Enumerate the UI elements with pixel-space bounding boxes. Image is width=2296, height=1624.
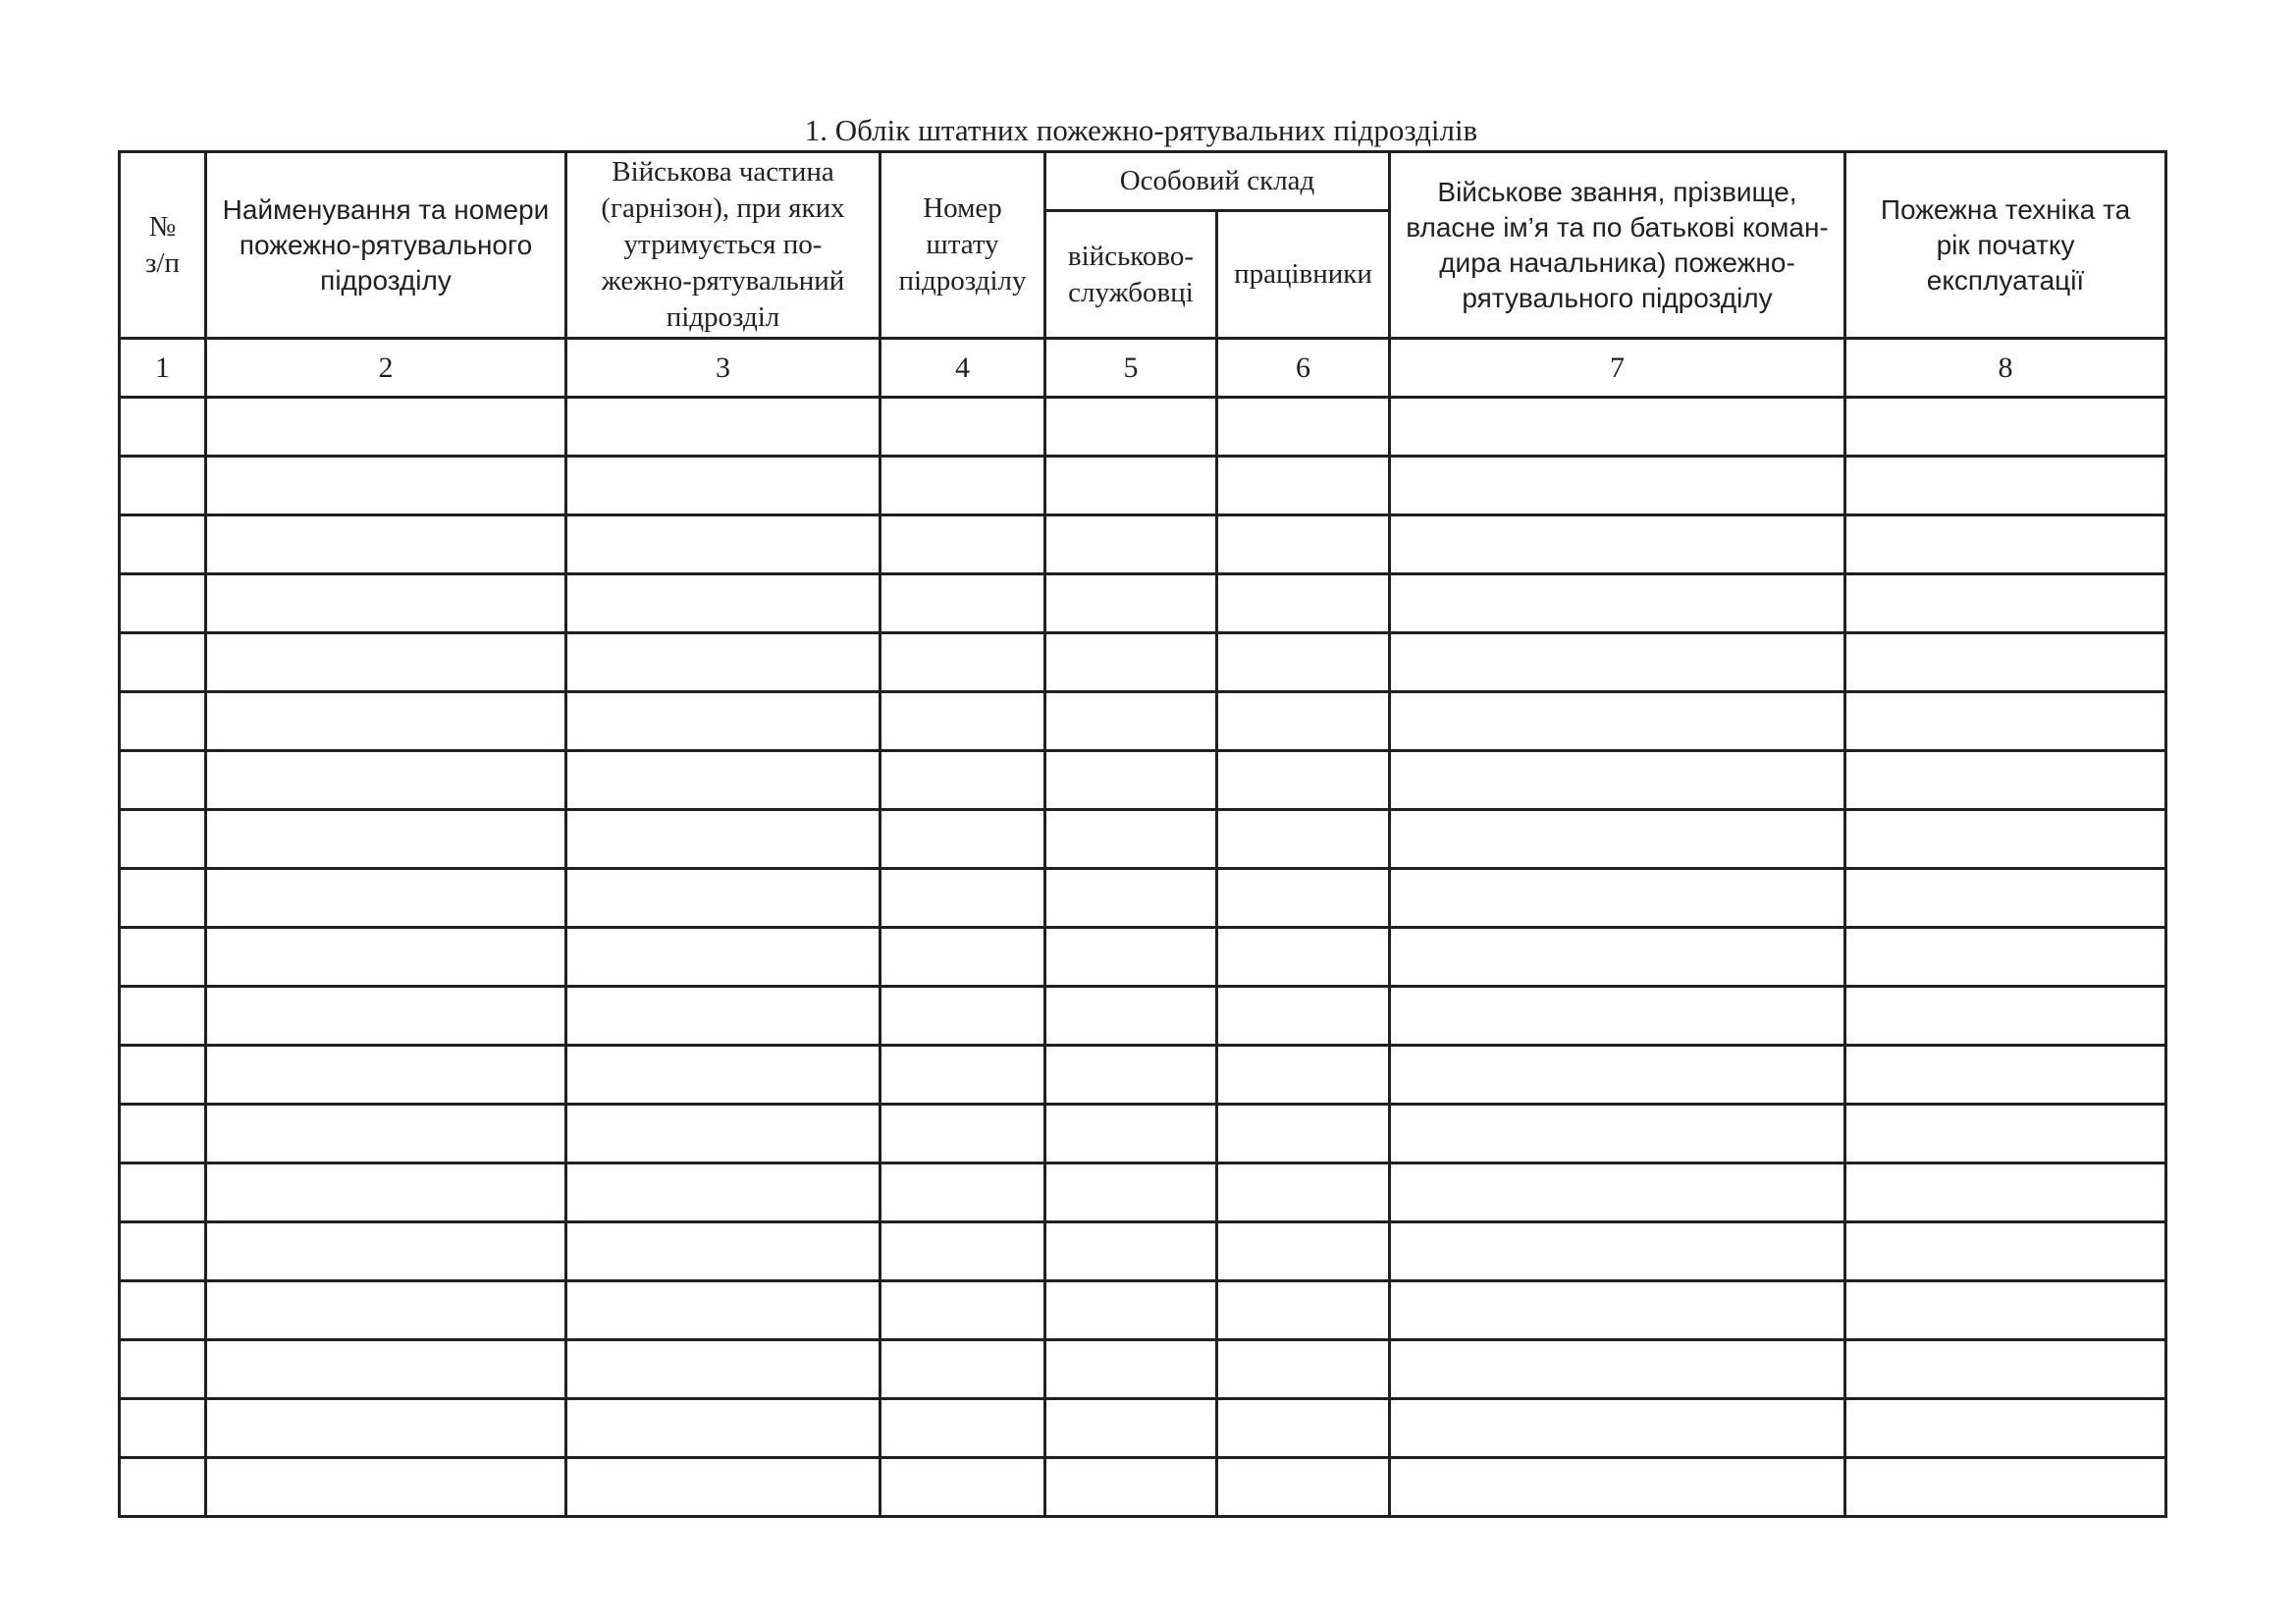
table-row bbox=[120, 1458, 2166, 1517]
table-cell[interactable] bbox=[881, 810, 1045, 869]
table-cell[interactable] bbox=[881, 574, 1045, 633]
header-unit-name: Найменування та номери пожежно-рятувального підрозділу bbox=[206, 152, 566, 339]
table-cell[interactable] bbox=[206, 810, 566, 869]
table-cell[interactable] bbox=[206, 1222, 566, 1281]
table-row bbox=[120, 1164, 2166, 1222]
table-cell[interactable] bbox=[1217, 1105, 1390, 1164]
table-cell[interactable] bbox=[1390, 1046, 1845, 1105]
table-cell[interactable] bbox=[566, 457, 881, 515]
table-cell[interactable] bbox=[566, 810, 881, 869]
page-title: 1. Облік штатних пожежно-рятувальних підрозділів bbox=[804, 113, 1478, 147]
table-cell[interactable] bbox=[1390, 398, 1845, 457]
table-cell[interactable] bbox=[1390, 633, 1845, 692]
table-cell[interactable] bbox=[206, 457, 566, 515]
table-cell[interactable] bbox=[1845, 1222, 2166, 1281]
table-cell[interactable] bbox=[1217, 1281, 1390, 1340]
table-cell[interactable] bbox=[120, 633, 206, 692]
table-cell[interactable] bbox=[566, 398, 881, 457]
column-number-cell: 2 bbox=[206, 339, 566, 398]
table-cell[interactable] bbox=[120, 1105, 206, 1164]
table-cell[interactable] bbox=[881, 751, 1045, 810]
table-cell[interactable] bbox=[881, 1281, 1045, 1340]
column-number-cell: 1 bbox=[120, 339, 206, 398]
table-row bbox=[120, 398, 2166, 457]
table-cell[interactable] bbox=[881, 1458, 1045, 1517]
table-cell[interactable] bbox=[1045, 869, 1217, 928]
table-cell[interactable] bbox=[881, 928, 1045, 987]
table-cell[interactable] bbox=[566, 987, 881, 1046]
table-cell[interactable] bbox=[1845, 633, 2166, 692]
table-cell[interactable] bbox=[120, 574, 206, 633]
table-cell[interactable] bbox=[1045, 1281, 1217, 1340]
table-cell[interactable] bbox=[1845, 574, 2166, 633]
table-cell[interactable] bbox=[1845, 457, 2166, 515]
table-cell[interactable] bbox=[1390, 1340, 1845, 1399]
table-row bbox=[120, 515, 2166, 574]
table-cell[interactable] bbox=[206, 1164, 566, 1222]
table-cell[interactable] bbox=[1390, 987, 1845, 1046]
table-cell[interactable] bbox=[1390, 1399, 1845, 1458]
table-cell[interactable] bbox=[1845, 928, 2166, 987]
table-cell[interactable] bbox=[206, 515, 566, 574]
table-cell[interactable] bbox=[1390, 1222, 1845, 1281]
table-cell[interactable] bbox=[1845, 398, 2166, 457]
table-cell[interactable] bbox=[566, 1222, 881, 1281]
table-cell[interactable] bbox=[120, 987, 206, 1046]
table-cell[interactable] bbox=[1390, 869, 1845, 928]
table-cell[interactable] bbox=[1045, 1164, 1217, 1222]
table-cell[interactable] bbox=[120, 692, 206, 751]
table-row bbox=[120, 633, 2166, 692]
table-cell[interactable] bbox=[206, 1340, 566, 1399]
table-cell[interactable] bbox=[1045, 1399, 1217, 1458]
table-cell[interactable] bbox=[206, 1046, 566, 1105]
header-personnel-group: Особовий склад bbox=[1045, 152, 1390, 211]
table-cell[interactable] bbox=[1045, 1222, 1217, 1281]
header-item-number: № з/п bbox=[120, 152, 206, 339]
table-cell[interactable] bbox=[881, 692, 1045, 751]
table-cell[interactable] bbox=[1217, 869, 1390, 928]
table-cell[interactable] bbox=[120, 398, 206, 457]
table-cell[interactable] bbox=[1390, 1281, 1845, 1340]
table-cell[interactable] bbox=[1390, 751, 1845, 810]
table-cell[interactable] bbox=[881, 1399, 1045, 1458]
table-cell[interactable] bbox=[1390, 515, 1845, 574]
table-cell[interactable] bbox=[566, 1105, 881, 1164]
table-cell[interactable] bbox=[1217, 1340, 1390, 1399]
table-cell[interactable] bbox=[1045, 810, 1217, 869]
table-row bbox=[120, 1399, 2166, 1458]
table-cell[interactable] bbox=[881, 1340, 1045, 1399]
table-cell[interactable] bbox=[1845, 1340, 2166, 1399]
column-number-cell: 4 bbox=[881, 339, 1045, 398]
table-cell[interactable] bbox=[1390, 457, 1845, 515]
table-row bbox=[120, 810, 2166, 869]
table-cell[interactable] bbox=[206, 1458, 566, 1517]
table-cell[interactable] bbox=[120, 751, 206, 810]
table-cell[interactable] bbox=[120, 928, 206, 987]
header-row-top bbox=[120, 152, 2166, 211]
table-cell[interactable] bbox=[1217, 987, 1390, 1046]
table-cell[interactable] bbox=[881, 457, 1045, 515]
table-cell[interactable] bbox=[1045, 1105, 1217, 1164]
table-cell[interactable] bbox=[206, 928, 566, 987]
table-cell[interactable] bbox=[1045, 987, 1217, 1046]
table-cell[interactable] bbox=[120, 1399, 206, 1458]
table-cell[interactable] bbox=[566, 1458, 881, 1517]
table-row bbox=[120, 987, 2166, 1046]
table-cell[interactable] bbox=[881, 1046, 1045, 1105]
table-cell[interactable] bbox=[120, 457, 206, 515]
table-cell[interactable] bbox=[1390, 692, 1845, 751]
table-cell[interactable] bbox=[1845, 1164, 2166, 1222]
table-cell[interactable] bbox=[1845, 751, 2166, 810]
column-number-cell: 5 bbox=[1045, 339, 1217, 398]
table-cell[interactable] bbox=[1390, 810, 1845, 869]
table-row bbox=[120, 457, 2166, 515]
table-cell[interactable] bbox=[1045, 1340, 1217, 1399]
table-row bbox=[120, 869, 2166, 928]
table-cell[interactable] bbox=[120, 1281, 206, 1340]
table-cell[interactable] bbox=[1045, 1046, 1217, 1105]
table-cell[interactable] bbox=[206, 633, 566, 692]
table-cell[interactable] bbox=[1045, 574, 1217, 633]
table-cell[interactable] bbox=[881, 515, 1045, 574]
table-cell[interactable] bbox=[206, 987, 566, 1046]
table-cell[interactable] bbox=[1217, 751, 1390, 810]
table-cell[interactable] bbox=[206, 398, 566, 457]
table-cell[interactable] bbox=[1217, 928, 1390, 987]
table-row bbox=[120, 1340, 2166, 1399]
table-cell[interactable] bbox=[566, 633, 881, 692]
table-cell[interactable] bbox=[1217, 1164, 1390, 1222]
table-cell[interactable] bbox=[1845, 987, 2166, 1046]
header-military-unit: Військова частина (гарнізон), при яких утримується по-жежно-рятувальний підрозділ bbox=[566, 152, 881, 339]
table-cell[interactable] bbox=[1845, 692, 2166, 751]
table-cell[interactable] bbox=[1390, 1458, 1845, 1517]
table-cell[interactable] bbox=[206, 751, 566, 810]
table-cell[interactable] bbox=[566, 1281, 881, 1340]
table-cell[interactable] bbox=[1045, 457, 1217, 515]
table-row bbox=[120, 928, 2166, 987]
table-cell[interactable] bbox=[1045, 633, 1217, 692]
table-cell[interactable] bbox=[1045, 515, 1217, 574]
table-cell[interactable] bbox=[206, 1399, 566, 1458]
table-cell[interactable] bbox=[566, 1164, 881, 1222]
table-body bbox=[120, 398, 2166, 1517]
table-cell[interactable] bbox=[120, 1164, 206, 1222]
table-cell[interactable] bbox=[1045, 751, 1217, 810]
table-cell[interactable] bbox=[120, 869, 206, 928]
table-cell[interactable] bbox=[1390, 574, 1845, 633]
table-cell[interactable] bbox=[1045, 692, 1217, 751]
table-cell[interactable] bbox=[566, 515, 881, 574]
table-row bbox=[120, 751, 2166, 810]
table-cell[interactable] bbox=[1217, 515, 1390, 574]
table-cell[interactable] bbox=[566, 574, 881, 633]
table-cell[interactable] bbox=[566, 928, 881, 987]
column-number-cell: 8 bbox=[1845, 339, 2166, 398]
table-cell[interactable] bbox=[1845, 1281, 2166, 1340]
table-cell[interactable] bbox=[1045, 928, 1217, 987]
table-row bbox=[120, 1046, 2166, 1105]
table-cell[interactable] bbox=[120, 1046, 206, 1105]
table-cell[interactable] bbox=[1045, 1458, 1217, 1517]
table-cell[interactable] bbox=[1390, 1105, 1845, 1164]
table-row bbox=[120, 692, 2166, 751]
table-row bbox=[120, 1281, 2166, 1340]
header-commander: Військове звання, прізвище, власне ім’я та по батькові коман-дира начальника) пожежно-рятувального підрозділу bbox=[1390, 152, 1845, 339]
table-cell[interactable] bbox=[1845, 1458, 2166, 1517]
table-cell[interactable] bbox=[881, 1222, 1045, 1281]
table-cell[interactable] bbox=[120, 1340, 206, 1399]
table-cell[interactable] bbox=[1217, 692, 1390, 751]
table-cell[interactable] bbox=[1217, 1399, 1390, 1458]
table-cell[interactable] bbox=[206, 869, 566, 928]
table-cell[interactable] bbox=[1217, 1222, 1390, 1281]
table-cell[interactable] bbox=[206, 1105, 566, 1164]
header-employees: працівники bbox=[1217, 211, 1390, 339]
table-cell[interactable] bbox=[566, 869, 881, 928]
column-number-row bbox=[120, 339, 2166, 398]
table-cell[interactable] bbox=[1217, 398, 1390, 457]
table-cell[interactable] bbox=[1217, 1458, 1390, 1517]
table-cell[interactable] bbox=[1217, 457, 1390, 515]
table-cell[interactable] bbox=[566, 751, 881, 810]
column-number-cell: 6 bbox=[1217, 339, 1390, 398]
table-cell[interactable] bbox=[1217, 810, 1390, 869]
table-cell[interactable] bbox=[566, 1046, 881, 1105]
table-cell[interactable] bbox=[120, 1458, 206, 1517]
units-register-table bbox=[118, 150, 2167, 1518]
table-cell[interactable] bbox=[566, 692, 881, 751]
table-cell[interactable] bbox=[566, 1399, 881, 1458]
table-cell[interactable] bbox=[1217, 574, 1390, 633]
table-cell[interactable] bbox=[1845, 1399, 2166, 1458]
table-cell[interactable] bbox=[881, 633, 1045, 692]
table-cell[interactable] bbox=[881, 1105, 1045, 1164]
table-cell[interactable] bbox=[120, 810, 206, 869]
header-staff-number: Номер штату підрозділу bbox=[881, 152, 1045, 339]
table-cell[interactable] bbox=[1845, 1105, 2166, 1164]
table-cell[interactable] bbox=[1845, 810, 2166, 869]
table-cell[interactable] bbox=[1045, 398, 1217, 457]
header-fire-equipment: Пожежна техніка та рік початку експлуатації bbox=[1845, 152, 2166, 339]
table-cell[interactable] bbox=[1845, 869, 2166, 928]
table-cell[interactable] bbox=[120, 1222, 206, 1281]
table-cell[interactable] bbox=[1845, 1046, 2166, 1105]
table-cell[interactable] bbox=[206, 692, 566, 751]
table-cell[interactable] bbox=[1845, 515, 2166, 574]
column-number-cell: 3 bbox=[566, 339, 881, 398]
table-row bbox=[120, 1222, 2166, 1281]
table-cell[interactable] bbox=[1217, 1046, 1390, 1105]
table-cell[interactable] bbox=[206, 574, 566, 633]
table-cell[interactable] bbox=[1217, 633, 1390, 692]
table-cell[interactable] bbox=[881, 1164, 1045, 1222]
table-cell[interactable] bbox=[120, 515, 206, 574]
table-cell[interactable] bbox=[1390, 928, 1845, 987]
table-cell[interactable] bbox=[566, 1340, 881, 1399]
table-cell[interactable] bbox=[206, 1281, 566, 1340]
table-row bbox=[120, 1105, 2166, 1164]
table-cell[interactable] bbox=[1390, 1164, 1845, 1222]
header-servicemen: військово-службовці bbox=[1045, 211, 1217, 339]
column-number-cell: 7 bbox=[1390, 339, 1845, 398]
table-cell[interactable] bbox=[881, 869, 1045, 928]
table-cell[interactable] bbox=[881, 987, 1045, 1046]
table-cell[interactable] bbox=[881, 398, 1045, 457]
table-row bbox=[120, 574, 2166, 633]
